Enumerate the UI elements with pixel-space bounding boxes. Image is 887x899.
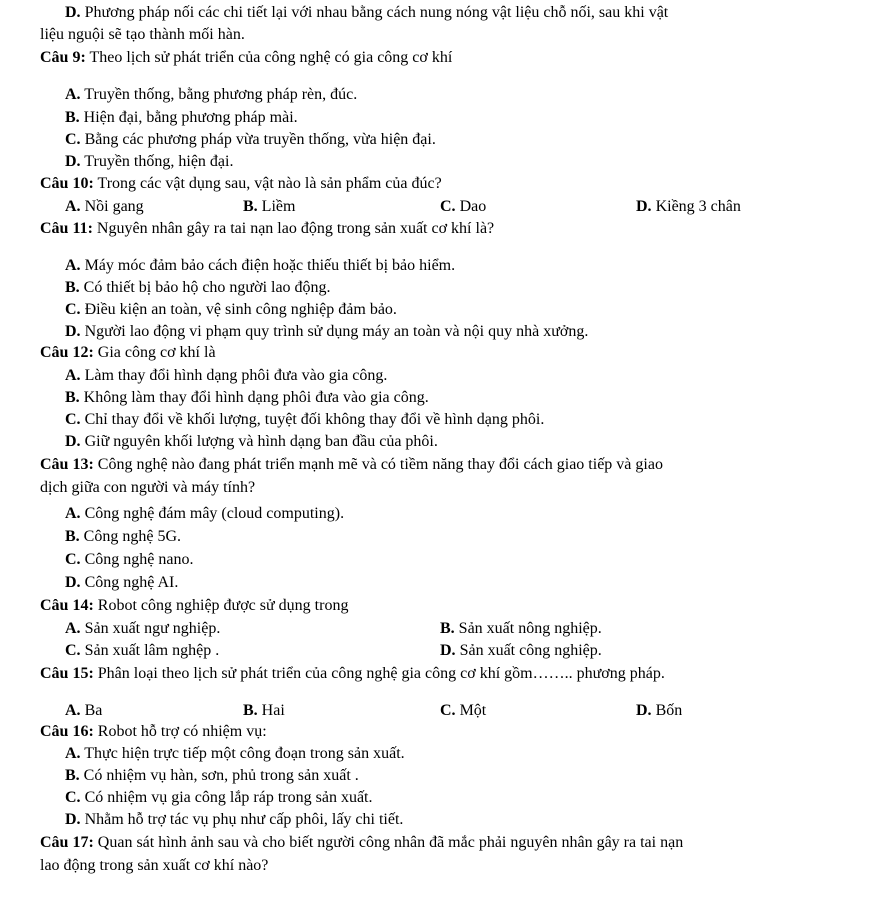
option-letter: B.	[243, 198, 258, 215]
option-text: Có nhiệm vụ hàn, sơn, phủ trong sản xuất .	[83, 767, 359, 784]
question-17-stem	[40, 832, 683, 855]
question-16-stem	[40, 721, 267, 744]
question-text: Nguyên nhân gây ra tai nạn lao động trong sản xuất cơ khí là?	[96, 220, 495, 237]
option-14-b	[440, 618, 602, 641]
option-letter: A.	[65, 198, 81, 215]
option-letter: C.	[65, 301, 81, 318]
option-letter: C.	[440, 702, 456, 719]
option-letter: D.	[440, 642, 456, 659]
option-letter: C.	[65, 642, 81, 659]
option-text: Nồi gang	[84, 198, 144, 215]
question-label: Câu 13:	[40, 456, 94, 473]
option-letter: D.	[65, 574, 81, 591]
option-9-b	[65, 107, 298, 130]
option-9-d	[65, 151, 233, 174]
option-11-b	[65, 277, 331, 300]
option-14-a	[65, 618, 220, 641]
option-prev-d-continuation: liệu nguội sẽ tạo thành mối hàn.	[40, 26, 245, 43]
question-text: Gia công cơ khí là	[97, 344, 216, 361]
option-letter: D.	[636, 198, 652, 215]
question-text: Robot hỗ trợ có nhiệm vụ:	[97, 723, 267, 740]
option-text: Bốn	[655, 702, 683, 719]
question-15-stem	[40, 663, 665, 686]
option-text: Không làm thay đổi hình dạng phôi đưa vào gia công.	[83, 389, 429, 406]
option-12-a	[65, 365, 387, 388]
option-16-c	[65, 787, 373, 810]
option-16-b	[65, 765, 359, 788]
option-text: Sản xuất ngư nghiệp.	[84, 620, 221, 637]
option-letter: D.	[636, 702, 652, 719]
question-text: Theo lịch sử phát triển của công nghệ có gia công cơ khí	[89, 49, 453, 66]
option-text: Công nghệ AI.	[84, 574, 179, 591]
option-12-c	[65, 409, 544, 432]
option-text: Nhằm hỗ trợ tác vụ phụ như cấp phôi, lấy chi tiết.	[84, 811, 404, 828]
option-letter: B.	[440, 620, 455, 637]
option-text: Người lao động vi phạm quy trình sử dụng máy an toàn và nội quy nhà xưởng.	[84, 323, 589, 340]
option-letter: B.	[65, 389, 80, 406]
option-15-a	[65, 700, 102, 723]
option-13-a	[65, 503, 344, 526]
option-11-d	[65, 321, 588, 344]
option-13-d	[65, 572, 178, 595]
question-label: Câu 16:	[40, 723, 94, 740]
question-14-stem	[40, 595, 348, 618]
option-text: Sản xuất công nghiệp.	[459, 642, 602, 659]
option-letter: C.	[65, 551, 81, 568]
question-label: Câu 10:	[40, 175, 94, 192]
option-10-c	[440, 196, 486, 219]
option-10-d	[636, 196, 741, 219]
option-letter: B.	[65, 767, 80, 784]
option-15-d	[636, 700, 682, 723]
option-text: Công nghệ nano.	[84, 551, 194, 568]
option-12-b	[65, 387, 429, 410]
option-text: Bằng các phương pháp vừa truyền thống, vừa hiện đại.	[84, 131, 436, 148]
option-letter: D.	[65, 811, 81, 828]
question-12-stem	[40, 342, 216, 365]
option-10-b	[243, 196, 295, 219]
option-text: Thực hiện trực tiếp một công đoạn trong sản xuất.	[84, 745, 405, 762]
option-12-d	[65, 431, 438, 454]
option-15-b	[243, 700, 285, 723]
option-letter: B.	[65, 528, 80, 545]
option-letter: A.	[65, 86, 81, 103]
option-text: Công nghệ 5G.	[83, 528, 181, 545]
question-text: Công nghệ nào đang phát triển mạnh mẽ và có tiềm năng thay đổi cách giao tiếp và giao	[97, 456, 663, 473]
option-letter: C.	[65, 411, 81, 428]
option-text: Ba	[84, 702, 103, 719]
question-label: Câu 17:	[40, 834, 94, 851]
option-text: Liềm	[261, 198, 296, 215]
question-label: Câu 11:	[40, 220, 93, 237]
question-10-stem	[40, 173, 442, 196]
option-text: Dao	[459, 198, 487, 215]
question-13-stem-continuation: dịch giữa con người và máy tính?	[40, 479, 256, 496]
option-letter: D.	[65, 153, 81, 170]
option-text: Phương pháp nối các chi tiết lại với nhau bằng cách nung nóng vật liệu chỗ nối, sau khi vật	[84, 4, 669, 21]
option-text: Một	[459, 702, 487, 719]
option-text: Hiện đại, bằng phương pháp mài.	[83, 109, 298, 126]
option-text: Kiềng 3 chân	[655, 198, 741, 215]
option-letter: A.	[65, 702, 81, 719]
question-text: Trong các vật dụng sau, vật nào là sản phẩm của đúc?	[97, 175, 442, 192]
question-text: Robot công nghiệp được sử dụng trong	[97, 597, 349, 614]
option-16-a	[65, 743, 405, 766]
option-9-a	[65, 84, 357, 107]
option-11-a	[65, 255, 455, 278]
option-text: Giữ nguyên khối lượng và hình dạng ban đầu của phôi.	[84, 433, 438, 450]
option-letter: D.	[65, 323, 81, 340]
question-label: Câu 9:	[40, 49, 86, 66]
option-prev-d	[65, 2, 668, 25]
option-13-b	[65, 526, 181, 549]
option-letter: D.	[65, 4, 81, 21]
option-14-d	[440, 640, 602, 663]
question-17-stem-continuation: lao động trong sản xuất cơ khí nào?	[40, 857, 269, 874]
option-letter: C.	[65, 789, 81, 806]
option-10-a	[65, 196, 144, 219]
question-text: Quan sát hình ảnh sau và cho biết người công nhân đã mắc phải nguyên nhân gây ra tai nạn	[97, 834, 684, 851]
option-text: Chỉ thay đổi về khối lượng, tuyệt đối không thay đổi về hình dạng phôi.	[84, 411, 545, 428]
option-letter: D.	[65, 433, 81, 450]
option-letter: A.	[65, 745, 81, 762]
option-letter: A.	[65, 620, 81, 637]
option-13-c	[65, 549, 193, 572]
option-text: Điều kiện an toàn, vệ sinh công nghiệp đảm bảo.	[84, 301, 397, 318]
option-letter: A.	[65, 505, 81, 522]
option-text: Sản xuất nông nghiệp.	[458, 620, 602, 637]
option-letter: A.	[65, 367, 81, 384]
question-label: Câu 15:	[40, 665, 94, 682]
option-letter: B.	[65, 279, 80, 296]
option-text: Truyền thống, hiện đại.	[84, 153, 234, 170]
option-letter: A.	[65, 257, 81, 274]
question-label: Câu 12:	[40, 344, 94, 361]
option-text: Có thiết bị bảo hộ cho người lao động.	[83, 279, 331, 296]
option-11-c	[65, 299, 397, 322]
option-text: Sản xuất lâm nghệp .	[84, 642, 220, 659]
option-letter: C.	[440, 198, 456, 215]
option-14-c	[65, 640, 219, 663]
option-text: Làm thay đổi hình dạng phôi đưa vào gia công.	[84, 367, 388, 384]
option-text: Máy móc đảm bảo cách điện hoặc thiếu thiết bị bảo hiểm.	[84, 257, 456, 274]
option-text: Truyền thống, bằng phương pháp rèn, đúc.	[84, 86, 358, 103]
option-text: Công nghệ đám mây (cloud computing).	[84, 505, 345, 522]
option-letter: B.	[65, 109, 80, 126]
option-16-d	[65, 809, 403, 832]
question-label: Câu 14:	[40, 597, 94, 614]
option-text: Hai	[261, 702, 285, 719]
option-letter: C.	[65, 131, 81, 148]
question-11-stem	[40, 218, 494, 241]
question-13-stem	[40, 454, 663, 477]
question-text: Phân loại theo lịch sử phát triển của công nghệ gia công cơ khí gồm…….. phương pháp.	[97, 665, 665, 682]
option-9-c	[65, 129, 436, 152]
option-15-c	[440, 700, 486, 723]
question-9-stem	[40, 47, 452, 70]
option-text: Có nhiệm vụ gia công lắp ráp trong sản xuất.	[84, 789, 373, 806]
option-letter: B.	[243, 702, 258, 719]
